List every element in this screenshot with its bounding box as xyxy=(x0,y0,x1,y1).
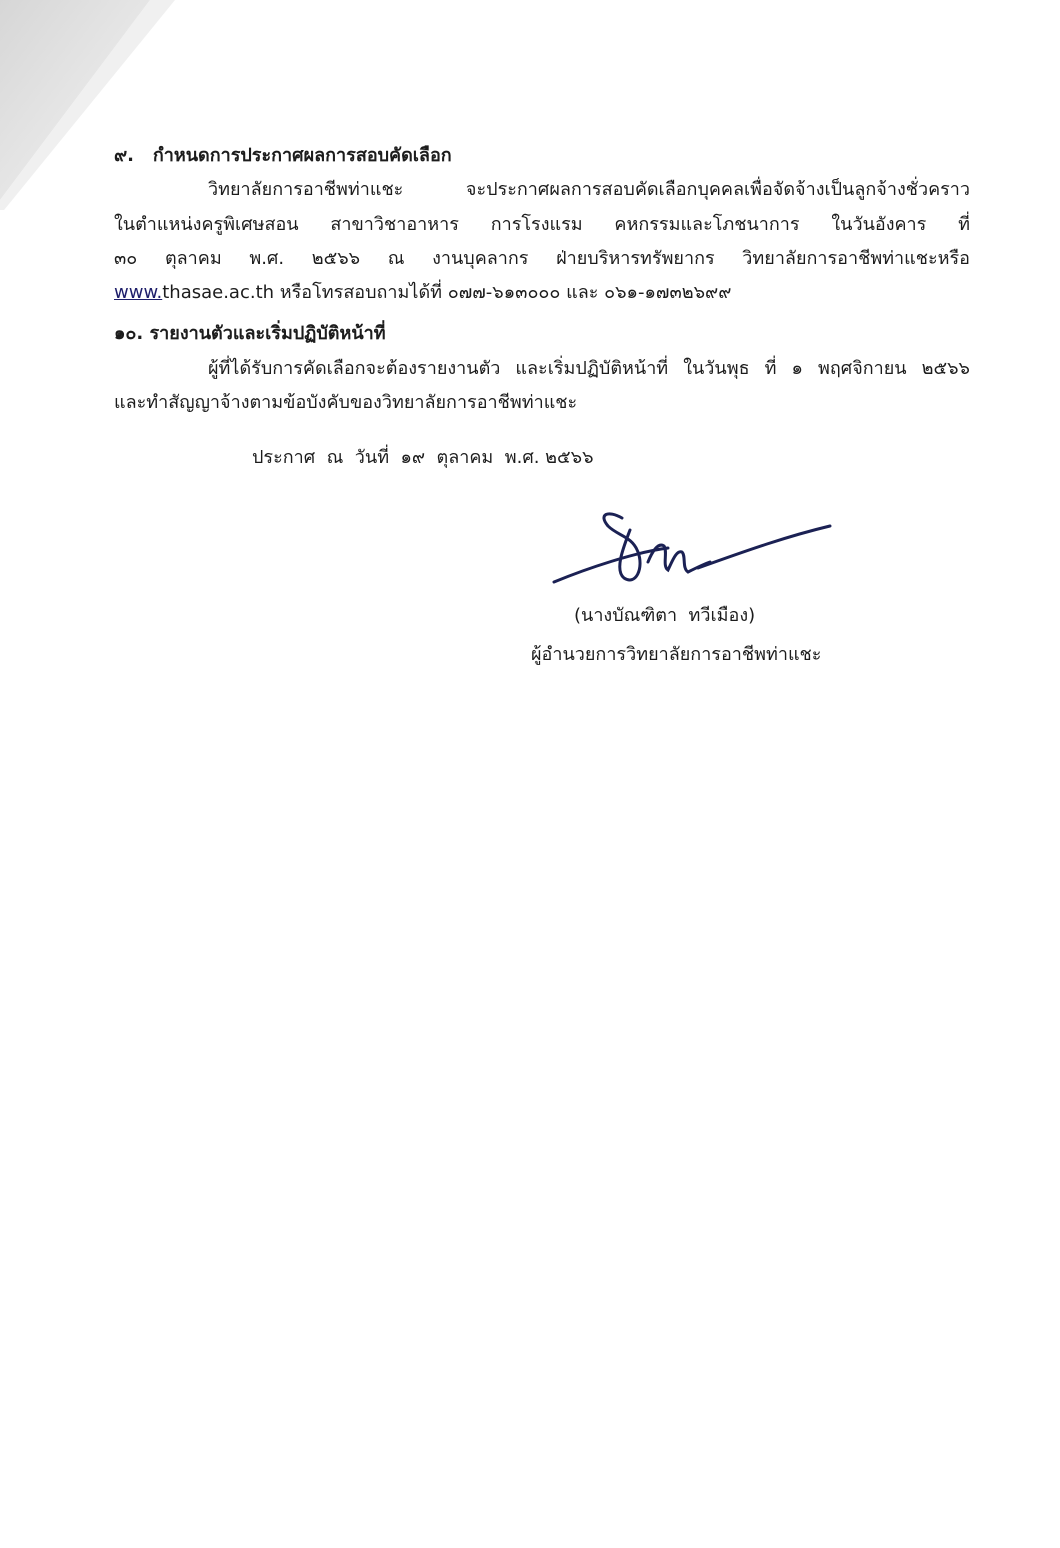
signature-graphic xyxy=(548,506,838,596)
contact-text: thasae.ac.th หรือโทรสอบถามได้ที่ ๐๗๗-๖๑๓๐๐๐ และ ๐๖๑-๑๗๓๒๖๙๙ xyxy=(162,282,732,303)
signer-title: ผู้อำนวยการวิทยาลัยการอาชีพท่าแชะ xyxy=(531,644,822,665)
section-10-heading: ๑๐. รายงานตัวและเริ่มปฏิบัติหน้าที่ xyxy=(114,323,386,344)
scan-corner-shadow xyxy=(0,0,200,210)
section-9-line-1: วิทยาลัยการอาชีพท่าแชะ จะประกาศผลการสอบคัดเลือกบุคคลเพื่อจัดจ้างเป็นลูกจ้างชั่วคราว xyxy=(208,179,970,200)
announcement-date: ประกาศ ณ วันที่ ๑๙ ตุลาคม พ.ศ. ๒๕๖๖ xyxy=(252,447,594,468)
section-9-title: กำหนดการประกาศผลการสอบคัดเลือก xyxy=(152,145,452,166)
section-9-heading xyxy=(114,143,452,169)
section-9-line-4 xyxy=(114,280,731,306)
section-9-line-3: ๓๐ ตุลาคม พ.ศ. ๒๕๖๖ ณ งานบุคลากร ฝ่ายบริหารทรัพยากร วิทยาลัยการอาชีพท่าแชะหรือ xyxy=(114,248,970,269)
website-link[interactable]: www. xyxy=(114,282,163,303)
section-9-number: ๙. xyxy=(114,145,135,166)
section-10-line-2: และทำสัญญาจ้างตามข้อบังคับของวิทยาลัยการอาชีพท่าแชะ xyxy=(114,392,578,413)
section-10-line-1: ผู้ที่ได้รับการคัดเลือกจะต้องรายงานตัว และเริ่มปฏิบัติหน้าที่ ในวันพุธ ที่ ๑ พฤศจิกายน ๒๕๖๖ xyxy=(208,358,970,379)
signer-name: (นางบัณฑิตา ทวีเมือง) xyxy=(574,605,756,626)
section-9-line-2: ในตำแหน่งครูพิเศษสอน สาขาวิชาอาหาร การโรงแรม คหกรรมและโภชนาการ ในวันอังคาร ที่ xyxy=(114,214,970,235)
